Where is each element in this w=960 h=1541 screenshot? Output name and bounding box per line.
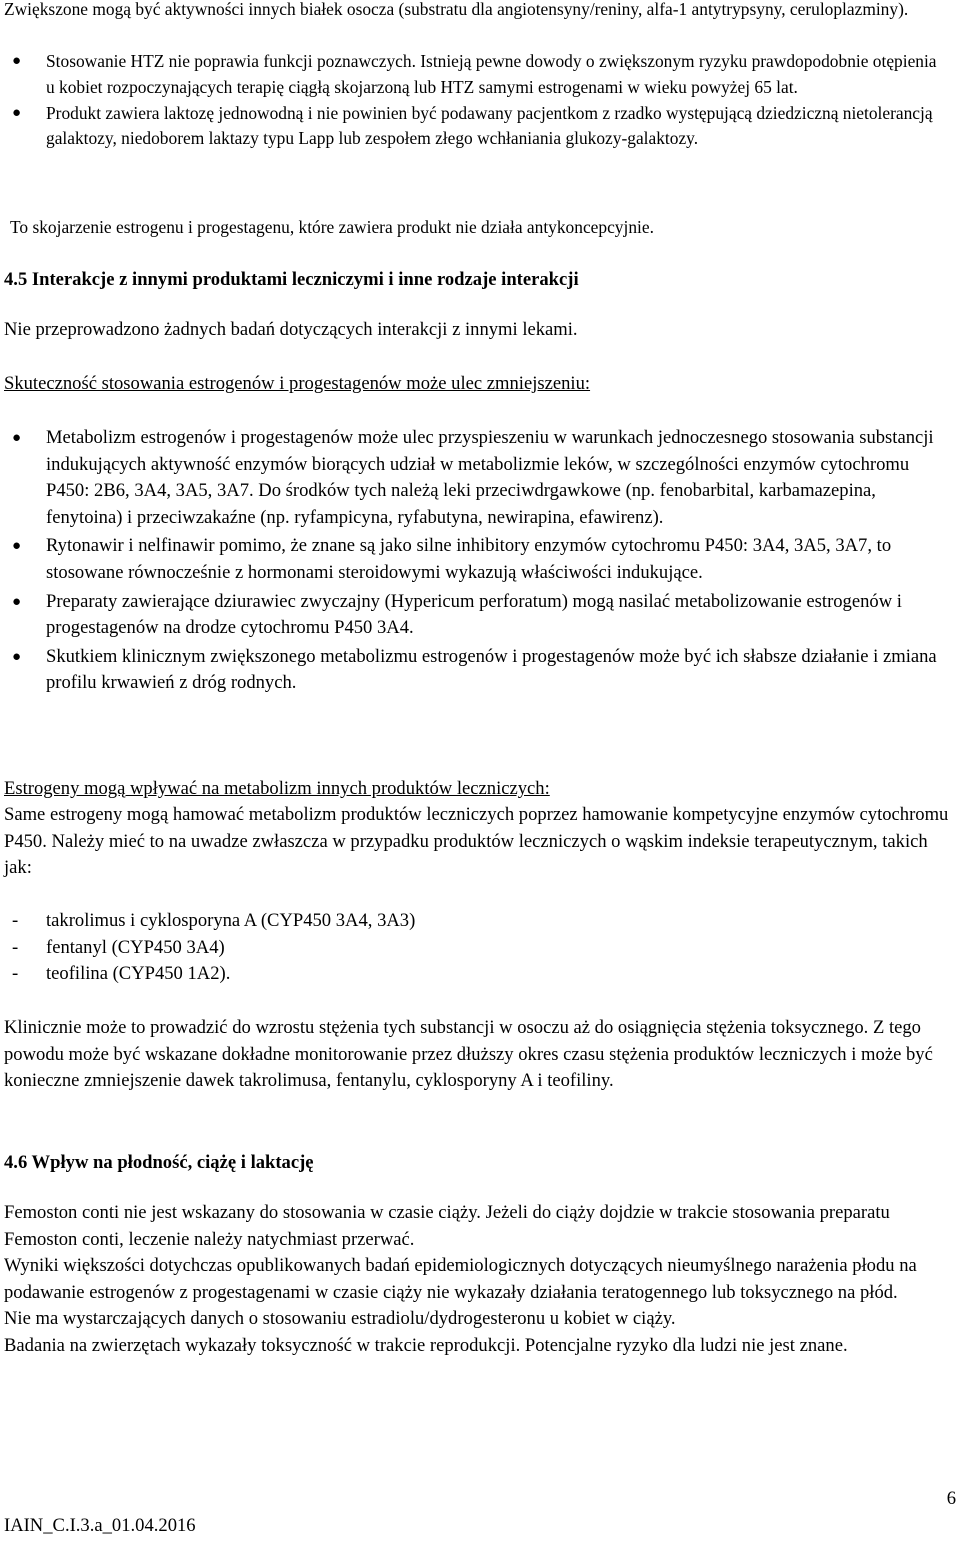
bullet-icon: ● bbox=[12, 430, 22, 446]
section-heading-4-6: 4.6 Wpływ na płodność, ciążę i laktację bbox=[4, 1152, 314, 1173]
list-item: ● Skutkiem klinicznym zwiększonego metabolizmu estrogenów i progestagenów może być ich słabsze działanie i zmiana profilu krwawień z dróg rodnych. bbox=[12, 645, 937, 694]
contraception-note: To skojarzenie estrogenu i progestagenu, które zawiera produkt nie działa antykoncepcyjnie. bbox=[10, 217, 654, 237]
bullet-icon: ● bbox=[12, 648, 22, 665]
section-intro: Nie przeprowadzono żadnych badań dotyczących interakcji z innymi lekami. bbox=[4, 319, 578, 340]
dash-marker: - bbox=[12, 963, 19, 985]
dash-marker: - bbox=[12, 936, 19, 958]
bullet-icon: ● bbox=[12, 593, 22, 610]
bullet-icon: ● bbox=[12, 538, 22, 555]
section-heading-4-5: 4.5 Interakcje z innymi produktami leczniczymi i inne rodzaje interakcji bbox=[4, 269, 579, 290]
paragraph: Femoston conti nie jest wskazany do stosowania w czasie ciąży. Jeżeli do ciąży dojdzie w trakcie stosowania preparatu Femoston conti, leczenie należy natychmiast przerwać. bbox=[4, 1202, 890, 1250]
bullet-icon: ● bbox=[12, 53, 22, 69]
bullet-icon: ● bbox=[12, 104, 22, 121]
list-item: ● Stosowanie HTZ nie poprawia funkcji poznawczych. Istnieją pewne dowody o zwiększonym ryzyku prawdopodobnie otępienia u kobiet rozpoczynających terapię ciągłą skojarzoną lub HTZ samymi estrogenami w wieku powyżej 65 lat. bbox=[12, 51, 937, 97]
dash-marker: - bbox=[12, 910, 19, 931]
paragraph: Wyniki większości dotychczas opublikowanych badań epidemiologicznych dotyczących nieumyślnego narażenia płodu na podawanie estrogenów z progestagenami w czasie ciąży nie wykazały działania teratogennego lub toksycznego na płód. bbox=[4, 1255, 917, 1303]
warnings-list bbox=[4, 49, 949, 152]
continuation-paragraph: Zwiększone mogą być aktywności innych białek osocza (substratu dla angiotensyny/reniny, alfa-1 antytrypsyny, ceruloplazminy). bbox=[4, 0, 909, 19]
list-item: ● Produkt zawiera laktozę jednowodną i nie powinien być podawany pacjentkom z rzadko występującą dziedziczną nietolerancją galaktozy, niedoborem laktazy typu Lapp lub zespołem złego wchłaniania glukozy-galaktozy. bbox=[12, 102, 933, 149]
list-item: ● Rytonawir i nelfinawir pomimo, że znane są jako silne inhibitory enzymów cytochromu P450: 3A4, 3A5, 3A7, to stosowane równocześnie z hormonami steroidowymi wykazują właściwości indukujące. bbox=[12, 535, 892, 583]
list-item: ● Metabolizm estrogenów i progestagenów może ulec przyspieszeniu w warunkach jednoczesnego stosowania substancji indukujących aktywność enzymów biorących udział w metabolizmie leków, w szczególności enzymów cytochromu P450: 2B6, 3A4, 3A5, 3A7. Do środków tych należą leki przeciwdrgawkowe (np. fenobarbital, karbamazepina, fenytoina) i przeciwzakaźne (np. ryfampicyna, ryfabutyna, newirapina, efawirenz). bbox=[12, 427, 934, 528]
interactions-list bbox=[4, 425, 949, 699]
paragraph: Nie ma wystarczających danych o stosowaniu estradiolu/dydrogesteronu u kobiet w ciąży. bbox=[4, 1308, 676, 1330]
metabolism-paragraph: Same estrogeny mogą hamować metabolizm produktów leczniczych poprzez hamowanie kompetycyjne enzymów cytochromu P450. Należy mieć to na uwadze zwłaszcza w przypadku produktów leczniczych o wąskim indeksie terapeutycznym, takich jak: bbox=[4, 804, 949, 879]
paragraph: Badania na zwierzętach wykazały toksyczność w trakcie reprodukcji. Potencjalne ryzyko dla ludzi nie jest znane. bbox=[4, 1334, 848, 1356]
subheading-efficacy: Skuteczność stosowania estrogenów i progestagenów może ulec zmniejszeniu: bbox=[4, 373, 591, 394]
narrow-index-drugs-list bbox=[4, 908, 949, 988]
list-item: - fentanyl (CYP450 3A4) bbox=[4, 935, 949, 962]
list-item: - teofilina (CYP450 1A2). bbox=[4, 961, 949, 988]
page-number: 6 bbox=[946, 1488, 956, 1509]
footer-doc-id: IAIN_C.I.3.a_01.04.2016 bbox=[4, 1515, 196, 1536]
list-item: - takrolimus i cyklosporyna A (CYP450 3A4, 3A3) bbox=[4, 908, 949, 935]
subheading-metabolism: Estrogeny mogą wpływać na metabolizm innych produktów leczniczych: bbox=[4, 778, 550, 799]
pregnancy-section bbox=[4, 1200, 949, 1360]
clinical-paragraph: Klinicznie może to prowadzić do wzrostu stężenia tych substancji w osoczu aż do osiągnięcia stężenia toksycznego. Z tego powodu może być wskazane dokładne monitorowanie przez dłuższy okres czasu stężenia produktów leczniczych i może być konieczne zmniejszenie dawek takrolimusa, fentanylu, cyklosporyny A i teofiliny. bbox=[4, 1017, 933, 1092]
list-item: ● Preparaty zawierające dziurawiec zwyczajny (Hypericum perforatum) mogą nasilać metabolizowanie estrogenów i progestagenów na drodze cytochromu P450 3A4. bbox=[12, 590, 902, 639]
